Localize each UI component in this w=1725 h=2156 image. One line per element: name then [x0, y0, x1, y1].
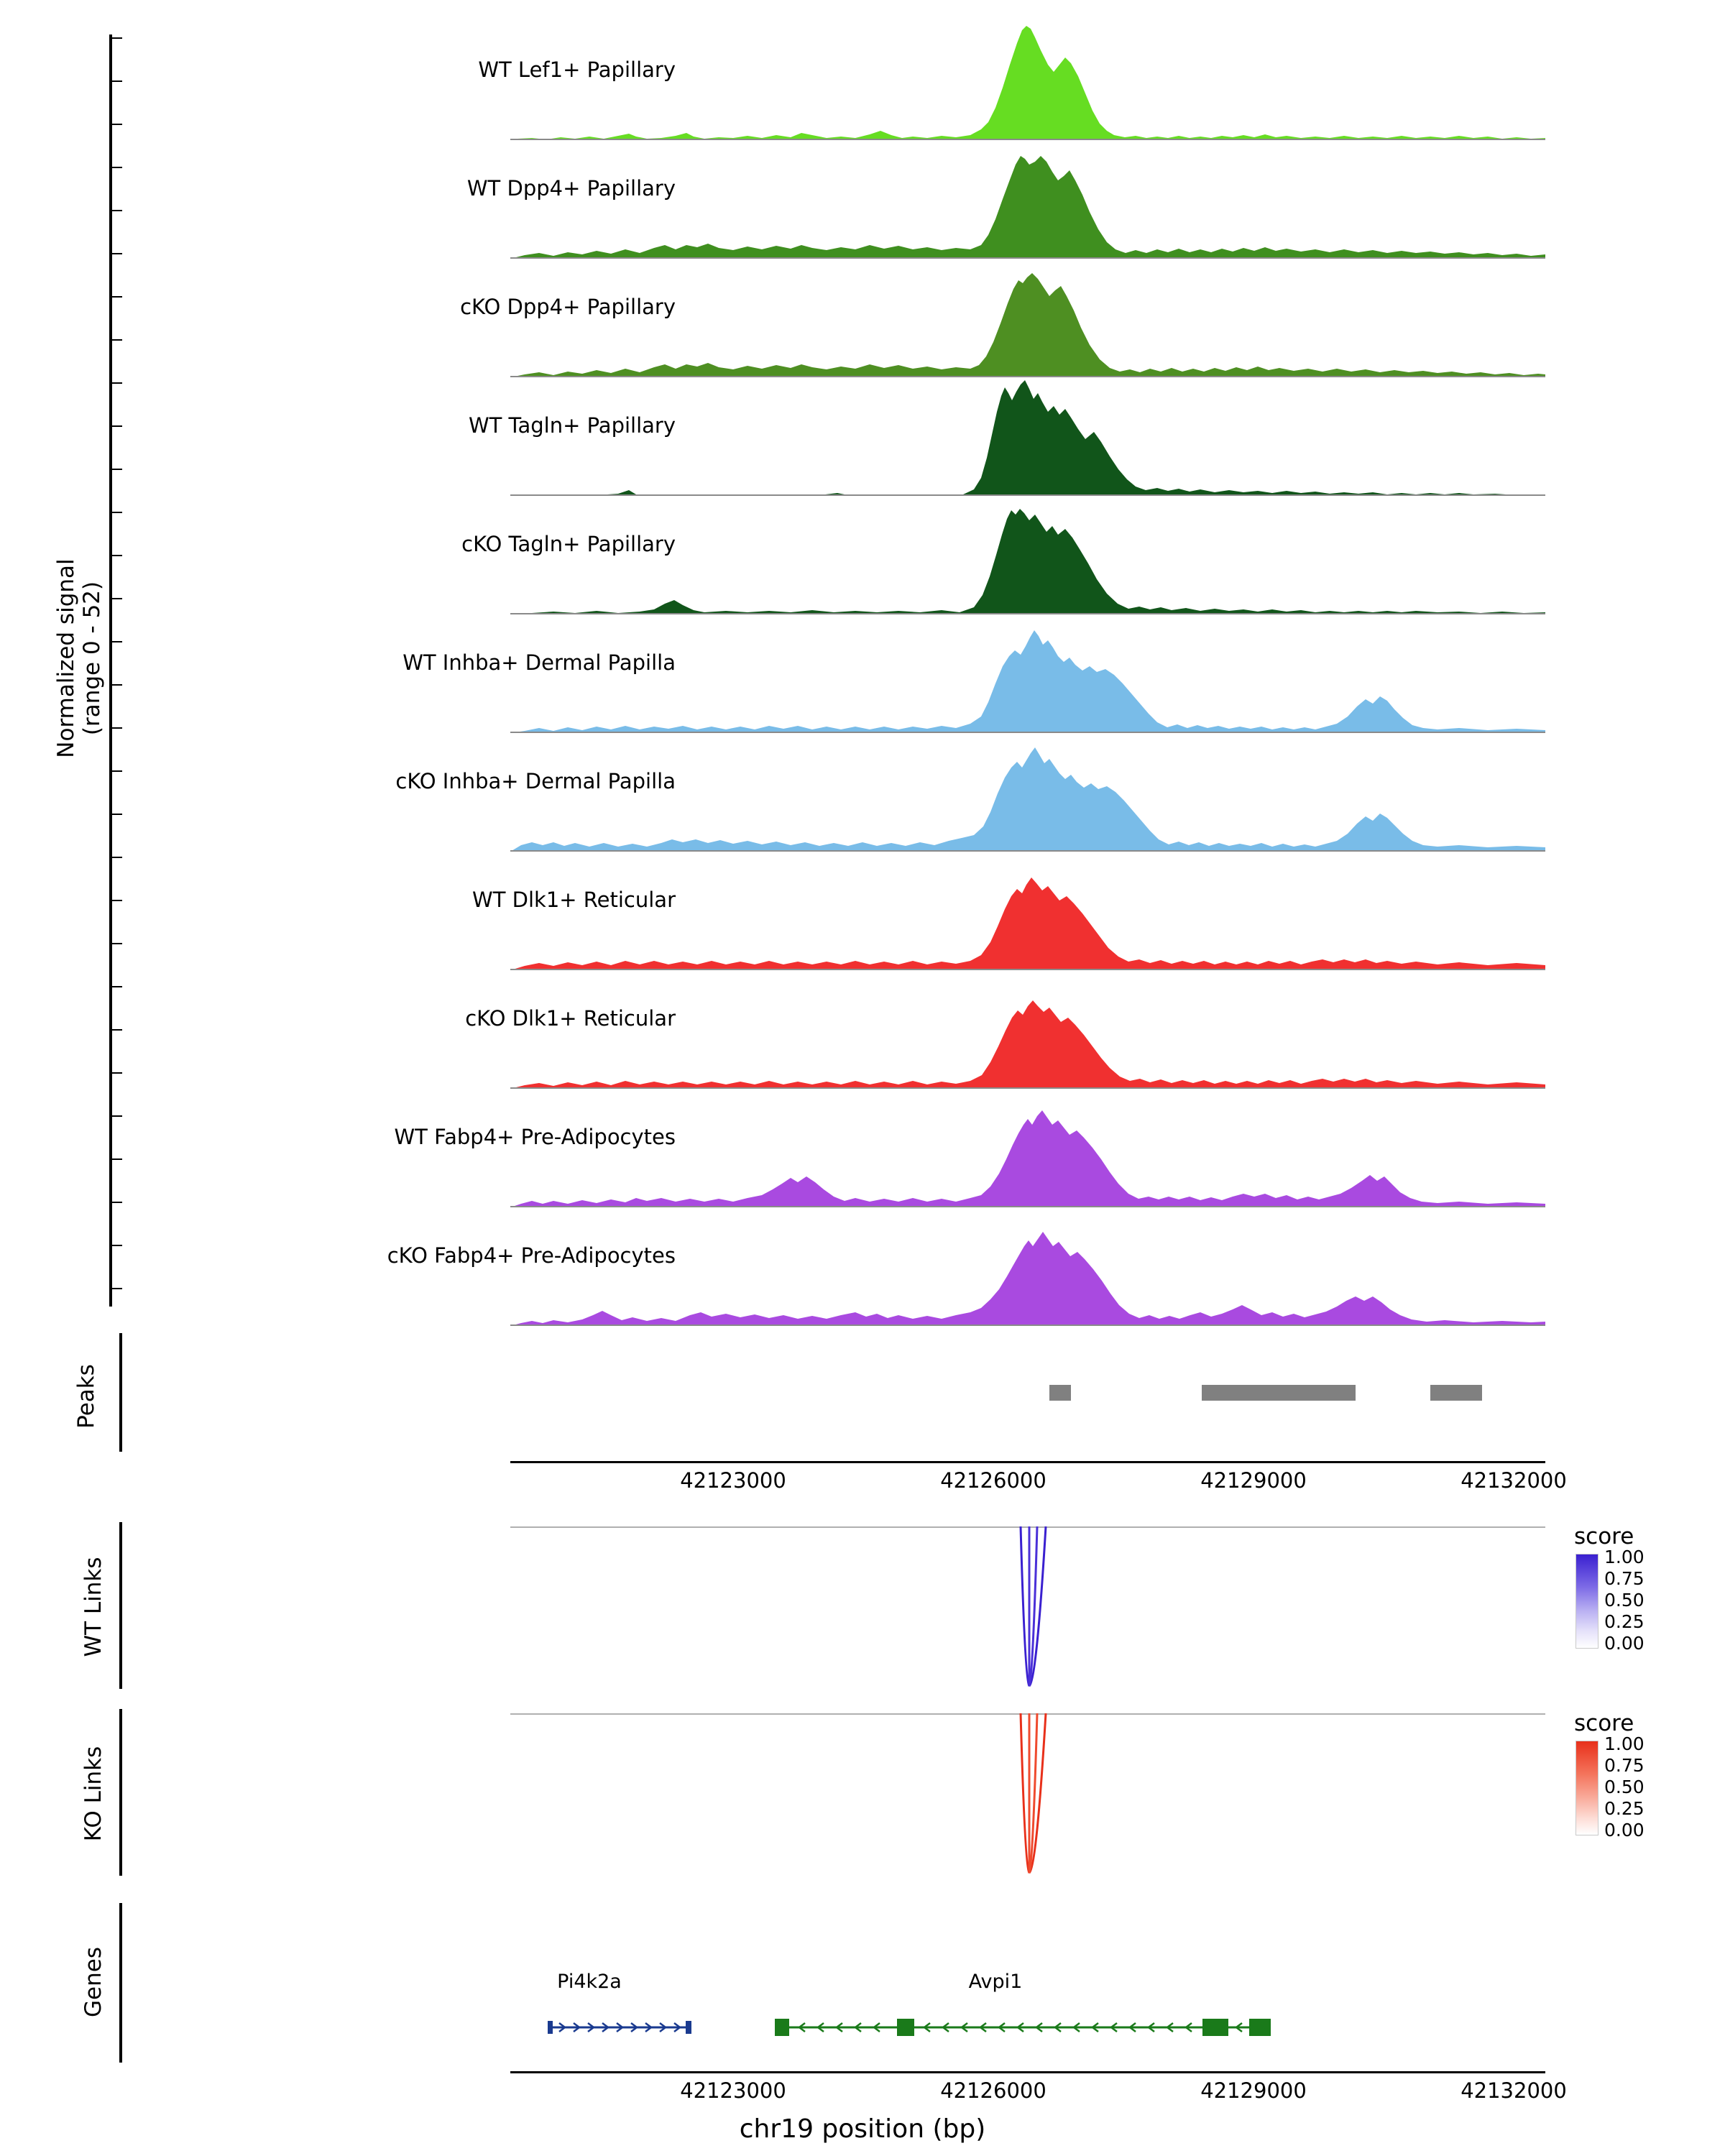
track-plot	[510, 259, 1545, 377]
wt-links-panel	[0, 1516, 1725, 1696]
peak-region	[1202, 1385, 1356, 1401]
x-tick-label: 42126000	[940, 2078, 1046, 2103]
coverage-track	[0, 852, 1725, 970]
coverage-track	[0, 377, 1725, 496]
ko-legend-colorbar	[1576, 1741, 1598, 1835]
x-tick-label: 42129000	[1200, 1468, 1307, 1493]
gene-track-svg	[548, 2015, 691, 2040]
coverage-track	[0, 496, 1725, 614]
genes-panel	[0, 1897, 1725, 2156]
wt-link-arcs	[510, 1516, 1545, 1696]
wt-legend-tick: 0.00	[1604, 1633, 1644, 1654]
track-label: cKO Inhba+ Dermal Papilla	[395, 769, 676, 793]
ko-links-panel	[0, 1703, 1725, 1883]
ko-links-plot	[510, 1703, 1545, 1883]
ko-link-arcs	[510, 1703, 1545, 1883]
x-tick-label: 42132000	[1460, 1468, 1567, 1493]
x-tick-label: 42123000	[680, 2078, 786, 2103]
coverage-area	[510, 377, 1545, 496]
gene-model-avpi1	[775, 2015, 1271, 2040]
coverage-track	[0, 970, 1725, 1089]
x-axis-title: chr19 position (bp)	[739, 2114, 986, 2144]
wt-legend-colorbar	[1576, 1554, 1598, 1649]
x-tick-label: 42132000	[1460, 2078, 1567, 2103]
x-tick-label: 42123000	[680, 1468, 786, 1493]
track-plot	[510, 377, 1545, 496]
coverage-track	[0, 1089, 1725, 1207]
ko-legend-tick: 0.00	[1604, 1820, 1644, 1841]
coverage-area	[510, 140, 1545, 259]
ko-links-axis-spine	[119, 1709, 122, 1876]
coverage-track	[0, 22, 1725, 140]
wt-links-plot	[510, 1516, 1545, 1696]
track-plot	[510, 22, 1545, 140]
track-label: cKO Tagln+ Papillary	[461, 532, 676, 556]
track-label: cKO Fabp4+ Pre-Adipocytes	[387, 1243, 676, 1268]
ko-legend-tick: 0.50	[1604, 1777, 1644, 1797]
gene-track-svg	[775, 2015, 1271, 2040]
coverage-area	[510, 852, 1545, 970]
coverage-track	[0, 1207, 1725, 1326]
track-plot	[510, 496, 1545, 614]
track-label: WT Dpp4+ Papillary	[466, 176, 676, 201]
wt-legend-tick: 0.25	[1604, 1611, 1644, 1632]
genes-x-axis	[510, 2071, 1545, 2073]
track-plot	[510, 140, 1545, 259]
track-plot	[510, 1089, 1545, 1207]
coverage-area	[510, 496, 1545, 614]
gene-model-pi4k2a	[548, 2015, 691, 2040]
coverage-track	[0, 140, 1725, 259]
genes-axis-spine	[119, 1903, 122, 2063]
wt-links-axis-spine	[119, 1522, 122, 1689]
track-label: WT Tagln+ Papillary	[468, 413, 676, 438]
peak-region	[1430, 1385, 1482, 1401]
ko-legend-title: score	[1574, 1710, 1634, 1736]
peaks-label: Peaks	[73, 1364, 99, 1429]
coverage-track	[0, 259, 1725, 377]
coverage-area	[510, 1089, 1545, 1207]
coverage-area	[510, 22, 1545, 140]
coverage-track	[0, 733, 1725, 852]
peaks-panel	[0, 1326, 1725, 1493]
peaks-axis-spine	[119, 1333, 122, 1452]
wt-legend-tick: 0.50	[1604, 1590, 1644, 1611]
x-tick-label: 42129000	[1200, 2078, 1307, 2103]
wt-legend-tick: 0.75	[1604, 1568, 1644, 1589]
gene-name-pi4k2a: Pi4k2a	[557, 1971, 622, 1993]
genes-label: Genes	[80, 1947, 106, 2017]
coverage-track	[0, 614, 1725, 733]
coverage-area	[510, 614, 1545, 733]
track-label: WT Lef1+ Papillary	[478, 57, 676, 82]
ko-links-label: KO Links	[80, 1746, 106, 1842]
wt-legend-tick: 1.00	[1604, 1547, 1644, 1567]
track-label: cKO Dlk1+ Reticular	[465, 1006, 676, 1031]
track-label: WT Inhba+ Dermal Papilla	[402, 650, 676, 675]
track-label: WT Dlk1+ Reticular	[472, 888, 676, 912]
wt-links-label: WT Links	[80, 1557, 106, 1657]
y-axis-label-line1: Normalized signal	[53, 558, 79, 758]
coverage-area	[510, 1207, 1545, 1326]
peak-region	[1049, 1385, 1071, 1401]
track-plot	[510, 1207, 1545, 1326]
x-tick-label: 42126000	[940, 1468, 1046, 1493]
peaks-x-axis	[510, 1461, 1545, 1463]
ko-legend-tick: 0.25	[1604, 1798, 1644, 1819]
wt-legend-title: score	[1574, 1524, 1634, 1549]
track-label: WT Fabp4+ Pre-Adipocytes	[394, 1125, 676, 1149]
track-label: cKO Dpp4+ Papillary	[460, 295, 676, 319]
coverage-area	[510, 733, 1545, 852]
ko-legend-tick: 1.00	[1604, 1733, 1644, 1754]
y-axis-label-line2: (range 0 - 52)	[79, 581, 105, 736]
track-plot	[510, 614, 1545, 733]
gene-name-avpi1: Avpi1	[968, 1971, 1023, 1993]
coverage-area	[510, 259, 1545, 377]
coverage-area	[510, 970, 1545, 1089]
track-plot	[510, 733, 1545, 852]
ko-legend-tick: 0.75	[1604, 1755, 1644, 1776]
track-plot	[510, 852, 1545, 970]
track-plot	[510, 970, 1545, 1089]
